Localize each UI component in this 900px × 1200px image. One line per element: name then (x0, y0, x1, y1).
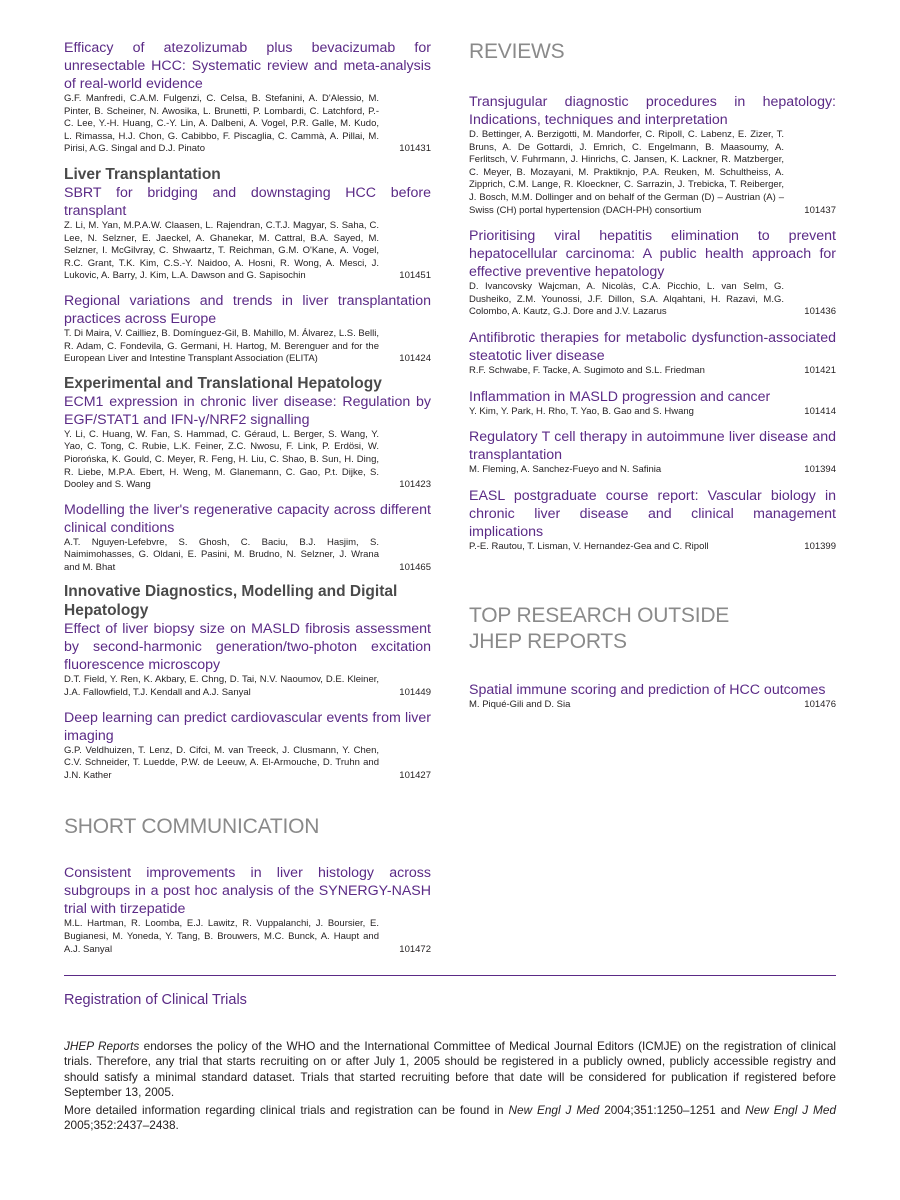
article-entry (64, 184, 431, 283)
citation-pages: 2005;352:2437–2438. (64, 1118, 179, 1133)
article-title-link[interactable]: ECM1 expression in chronic liver disease: Regulation by EGF/STAT1 and IFN-γ/NRF2 signalling (64, 393, 431, 428)
article-authors (469, 541, 836, 554)
article-entry (64, 39, 431, 156)
article-entry (469, 93, 836, 217)
section-heading-innovative-diagnostics: Innovative Diagnostics, Modelling and Digital Hepatology (64, 583, 398, 620)
article-number: 101399 (804, 540, 836, 552)
article-authors (64, 328, 431, 366)
article-title-link[interactable]: Transjugular diagnostic procedures in hepatology: Indications, techniques and interpretation (469, 94, 836, 128)
article-title-link[interactable]: Regional variations and trends in liver transplantation practices across Europe (64, 292, 431, 327)
article-entry (469, 227, 836, 319)
article-title-link[interactable]: Prioritising viral hepatitis elimination to prevent hepatocellular carcinoma: A public health approach for effective preventive hepatology (469, 228, 836, 281)
article-authors (64, 745, 431, 783)
article-title-link[interactable]: Antifibrotic therapies for metabolic dysfunction-associated steatotic liver disease (469, 329, 836, 364)
article-authors (64, 537, 431, 575)
registration-more-info (64, 1103, 836, 1134)
article-entry (469, 681, 836, 712)
article-authors (469, 464, 836, 477)
article-title-link[interactable]: Spatial immune scoring and prediction of HCC outcomes (469, 682, 826, 699)
author-list: M. Fleming, A. Sanchez-Fueyo and N. Safinia (469, 464, 662, 476)
author-list: G.P. Veldhuizen, T. Lenz, D. Cifci, M. van Treeck, J. Clusmann, Y. Chen, C.V. Schneider, T. Luedde, P.W. de Leeuw, A. El-Armouche, D. Truhn and J.N. Kather (64, 744, 379, 781)
author-list: P.-E. Rautou, T. Lisman, V. Hernandez-Gea and C. Ripoll (469, 540, 709, 552)
article-number: 101476 (804, 699, 836, 711)
article-entry (469, 329, 836, 378)
article-entry (469, 487, 836, 554)
article-authors (64, 93, 431, 156)
journal-name: JHEP Reports (64, 1039, 140, 1053)
registration-paragraph (64, 1039, 836, 1100)
registration-text: endorses the policy of the WHO and the International Committee of Medical Journal Editors (ICMJE) on the registration of clinical trials. Therefore, any trial that starts recruiting on or after July 1, 2005 should be registered in a publicly owned, publicly accessible registry and should satisfy a minimal standard dataset. Trials that started recruiting before that date will be considered for publication if registered before September 13, 2005. (64, 1039, 836, 1099)
author-list: Z. Li, M. Yan, M.P.A.W. Claasen, L. Rajendran, C.T.J. Magyar, S. Saha, C. Lee, N. Selzner, E. Jaeckel, A. Ghanekar, M. Cattral, B.A. Sayed, M. Selzner, I. McGilvray, C. Shwaartz, T. Reichman, G.M. O'Kane, A. Vogel, R.C. Grant, T.K. Kim, C.S.-Y. Naidoo, A. Hosni, R. Wong, A. Mesci, J. Lukovic, A. Barry, J. Kim, L.A. Dawson and G. Sapisochin (64, 219, 379, 282)
article-number: 101431 (399, 143, 431, 155)
article-number: 101472 (399, 943, 431, 955)
article-number: 101421 (804, 364, 836, 376)
author-list: D. Bettinger, A. Berzigotti, M. Mandorfer, C. Ripoll, C. Labenz, E. Zizer, T. Bruns, A. De Gottardi, J. Emrich, C. Engelmann, B. Maasoumy, A. Ferlitsch, V. Fuhrmann, J. Hinrichs, C. Jansen, K. Lackner, R. Matzberger, C. Meyer, B. Mozayani, M. Praktiknjo, P.A. Reuken, M. Schultheiss, A. Zipprich, C.M. Lange, R. Kloeckner, C. Sarrazin, J. Trebicka, T. Reiberger, J. Bosch, M.M. Dollinger and on behalf of the German (D) – Austrian (A) – Swiss (CH) portal hypertension (DACH-PH) consortium (469, 129, 784, 216)
section-heading-top-research: TOP RESEARCH OUTSIDE JHEP REPORTS (469, 604, 730, 654)
article-number: 101449 (399, 687, 431, 699)
article-entry (64, 620, 431, 699)
article-authors (469, 699, 836, 712)
journal-citation: New Engl J Med (508, 1103, 600, 1117)
article-title-link[interactable]: Deep learning can predict cardiovascular events from liver imaging (64, 709, 431, 744)
article-authors (469, 365, 836, 378)
article-authors (64, 918, 431, 956)
author-list: R.F. Schwabe, F. Tacke, A. Sugimoto and S.L. Friedman (469, 364, 705, 376)
article-number: 101394 (804, 464, 836, 476)
right-column (469, 39, 836, 712)
article-title-link[interactable]: EASL postgraduate course report: Vascular biology in chronic liver disease and clinical management implications (469, 487, 836, 540)
article-authors (64, 220, 431, 283)
article-title-link[interactable]: Efficacy of atezolizumab plus bevacizumab for unresectable HCC: Systematic review and meta-analysis of real-world evidence (64, 40, 431, 92)
author-list: A.T. Nguyen-Lefebvre, S. Ghosh, C. Baciu, B.J. Hasjim, S. Naimimohasses, G. Oldani, E. Pasini, M. Brudno, N. Selzner, J. Wrana and M. Bhat (64, 536, 379, 573)
article-title-link[interactable]: Effect of liver biopsy size on MASLD fibrosis assessment by second-harmonic generation/two-photon excitation fluorescence microscopy (64, 621, 431, 674)
article-entry (64, 501, 431, 575)
section-heading-liver-transplantation: Liver Transplantation (64, 165, 221, 183)
article-title-link[interactable]: Consistent improvements in liver histology across subgroups in a post hoc analysis of the SYNERGY-NASH trial with tirzepatide (64, 865, 431, 918)
author-list: Y. Li, C. Huang, W. Fan, S. Hammad, C. Géraud, L. Berger, S. Wang, Y. Yao, C. Tong, C. Rubie, L.K. Feiner, Z.C. Nwosu, F. Link, P. Erdösi, W. Piorońska, K. Gould, C. Meyer, R. Feng, H. Liu, C. Shao, B. Sun, H. Ding, R. Liebe, M.P.A. Ebert, H. Weng, M. Glanemann, C. Gao, P.t. Dijke, S. Dooley and S. Wang (64, 428, 379, 491)
author-list: M.L. Hartman, R. Loomba, E.J. Lawitz, R. Vuppalanchi, J. Boursier, E. Bugianesi, M. Yoneda, Y. Tang, B. Brouwers, M.C. Bunck, A. Haupt and A.J. Sanyal (64, 918, 379, 955)
article-number: 101414 (804, 405, 836, 417)
article-entry (64, 393, 431, 492)
article-authors (64, 674, 431, 699)
article-number: 101451 (399, 270, 431, 282)
article-entry (469, 388, 836, 419)
article-number: 101437 (804, 204, 836, 216)
citation-pages: 2004;351:1250–1251 and (599, 1103, 746, 1117)
registration-heading: Registration of Clinical Trials (64, 992, 247, 1008)
author-list: D.T. Field, Y. Ren, K. Akbary, E. Chng, D. Tai, N.V. Naoumov, D.E. Kleiner, J.A. Fallowfield, T.J. Kendall and A.J. Sanyal (64, 674, 379, 699)
section-heading-short-communication: SHORT COMMUNICATION (64, 815, 320, 839)
article-title-link[interactable]: Modelling the liver's regenerative capacity across different clinical conditions (64, 501, 431, 536)
left-column (64, 39, 431, 956)
journal-citation: New Engl J Med (745, 1103, 836, 1117)
divider-rule (64, 975, 836, 976)
article-title-link[interactable]: SBRT for bridging and downstaging HCC before transplant (64, 184, 431, 219)
article-number: 101427 (399, 769, 431, 781)
author-list: T. Di Maira, V. Cailliez, B. Domínguez-Gil, B. Mahillo, M. Álvarez, L.S. Belli, R. Adam, C. Fondevila, G. Germani, H. Hartog, M. Berenguer and for the European Liver and Intestine Transplant Association (ELITA) (64, 327, 379, 365)
more-info-text: More detailed information regarding clinical trials and registration can be found in (64, 1103, 509, 1117)
article-authors (469, 129, 836, 217)
article-number: 101436 (804, 306, 836, 318)
article-authors (469, 406, 836, 419)
article-number: 101424 (399, 353, 431, 365)
author-list: D. Ivancovsky Wajcman, A. Nicolàs, C.A. Picchio, L. van Selm, G. Dusheiko, Z.M. Younossi, J.F. Dillon, S.A. Alqahtani, H. Razavi, M.G. Colombo, A. Kautz, G.J. Dore and J.V. Lazarus (469, 281, 784, 318)
article-number: 101465 (399, 561, 431, 573)
article-title-link[interactable]: Inflammation in MASLD progression and cancer (469, 388, 771, 405)
article-entry (469, 428, 836, 477)
section-heading-experimental-hepatology: Experimental and Translational Hepatology (64, 374, 382, 392)
article-authors (469, 281, 836, 319)
section-heading-reviews: REVIEWS (469, 40, 565, 63)
author-list: Y. Kim, Y. Park, H. Rho, T. Yao, B. Gao and S. Hwang (469, 405, 694, 417)
article-number: 101423 (399, 479, 431, 491)
article-entry (64, 709, 431, 783)
article-title-link[interactable]: Regulatory T cell therapy in autoimmune liver disease and transplantation (469, 429, 836, 464)
article-entry (64, 864, 431, 956)
author-list: M. Piqué-Gili and D. Sia (469, 699, 571, 711)
article-authors (64, 429, 431, 492)
article-entry (64, 292, 431, 366)
author-list: G.F. Manfredi, C.A.M. Fulgenzi, C. Celsa, B. Stefanini, A. D'Alessio, M. Pinter, B. Scheiner, N. Awosika, L. Brunetti, P. Lombardi, C. Latchford, P.-C. Lee, Y.-H. Huang, C.-Y. Lin, A. Dalbeni, A. Vogel, P.R. Galle, M. Kudo, L. Rimassa, H.J. Chon, G. Cabibbo, F. Piscaglia, C. Cammà, A. Pillai, M. Pirisi, A.G. Singal and D.J. Pinato (64, 93, 379, 155)
